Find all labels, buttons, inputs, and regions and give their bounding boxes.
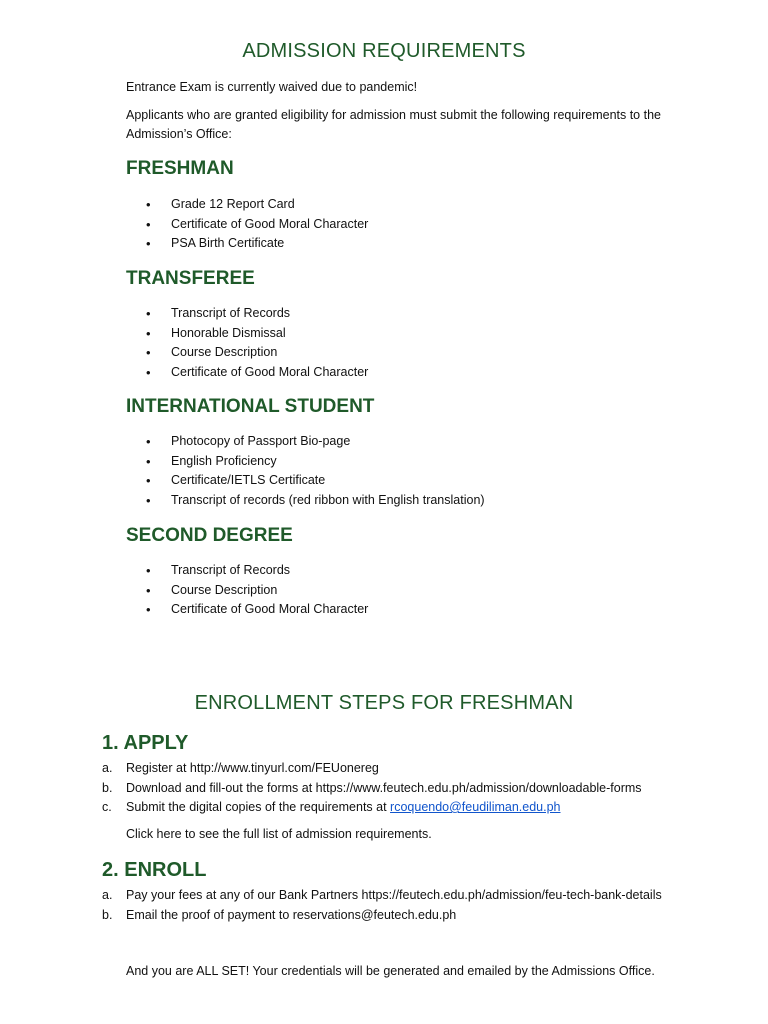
enrollment-title: ENROLLMENT STEPS FOR FRESHMAN (194, 692, 574, 714)
freshman-requirements-list (146, 195, 368, 254)
closing-text: And you are ALL SET! Your credentials will be generated and emailed by the Admissions Office. (126, 964, 655, 978)
second-degree-requirements-list (146, 561, 368, 620)
list-item: • PSA Birth Certificate (146, 234, 368, 254)
list-item-text: Email the proof of payment to reservations@feutech.edu.ph (126, 907, 457, 922)
section-heading-transferee: TRANSFEREE (126, 268, 255, 289)
list-item: • Honorable Dismissal (146, 324, 368, 344)
list-item: • Course Description (146, 343, 368, 363)
list-marker: a. (102, 761, 113, 775)
requirements-link-note[interactable]: Click here to see the full list of admission requirements. (126, 827, 432, 841)
international-requirements-list (146, 432, 485, 510)
list-item-label: Submit the digital copies of the requirements at (126, 800, 391, 814)
step-heading-apply: 1. APPLY (102, 732, 189, 754)
page-title: ADMISSION REQUIREMENTS (242, 40, 526, 62)
section-heading-freshman: FRESHMAN (126, 158, 234, 179)
list-item-text (126, 798, 561, 818)
list-item: • Certificate of Good Moral Character (146, 215, 368, 235)
intro-waiver-text: Entrance Exam is currently waived due to pandemic! (126, 80, 418, 94)
list-item-text: Pay your fees at any of our Bank Partners https://feutech.edu.ph/admission/feu-tech-bank-details (126, 888, 662, 902)
list-item: • Certificate of Good Moral Character (146, 600, 368, 620)
section-heading-international-student: INTERNATIONAL STUDENT (126, 396, 375, 417)
list-item (102, 886, 662, 906)
list-item: • Photocopy of Passport Bio-page (146, 432, 485, 452)
step-heading-enroll: 2. ENROLL (102, 859, 207, 881)
list-item (102, 798, 642, 818)
intro-eligibility-text: Applicants who are granted eligibility for admission must submit the following requirements to the Admission’s Office: (126, 108, 661, 141)
email-link[interactable]: rcoquendo@feudiliman.edu.ph (390, 800, 561, 814)
apply-steps-list (102, 759, 642, 818)
list-item: • Grade 12 Report Card (146, 195, 368, 215)
list-item-text: Register at http://www.tinyurl.com/FEUonereg (126, 761, 379, 775)
list-item: • English Proficiency (146, 452, 485, 472)
list-item (102, 779, 642, 799)
list-item: • Transcript of Records (146, 304, 368, 324)
transferee-requirements-list (146, 304, 368, 382)
list-marker: a. (102, 888, 113, 902)
list-marker: b. (102, 907, 113, 922)
list-item-text: Download and fill-out the forms at https://www.feutech.edu.ph/admission/downloadable-forms (126, 780, 642, 795)
list-item: • Transcript of Records (146, 561, 368, 581)
list-item (102, 759, 642, 779)
list-item: • Course Description (146, 581, 368, 601)
list-item (102, 906, 662, 926)
section-heading-second-degree: SECOND DEGREE (126, 525, 293, 546)
list-item: • Certificate of Good Moral Character (146, 363, 368, 383)
list-marker: c. (102, 800, 112, 814)
list-item: • Certificate/IETLS Certificate (146, 471, 485, 491)
list-marker: b. (102, 780, 113, 795)
list-item: • Transcript of records (red ribbon with English translation) (146, 491, 485, 511)
enroll-steps-list (102, 886, 662, 925)
